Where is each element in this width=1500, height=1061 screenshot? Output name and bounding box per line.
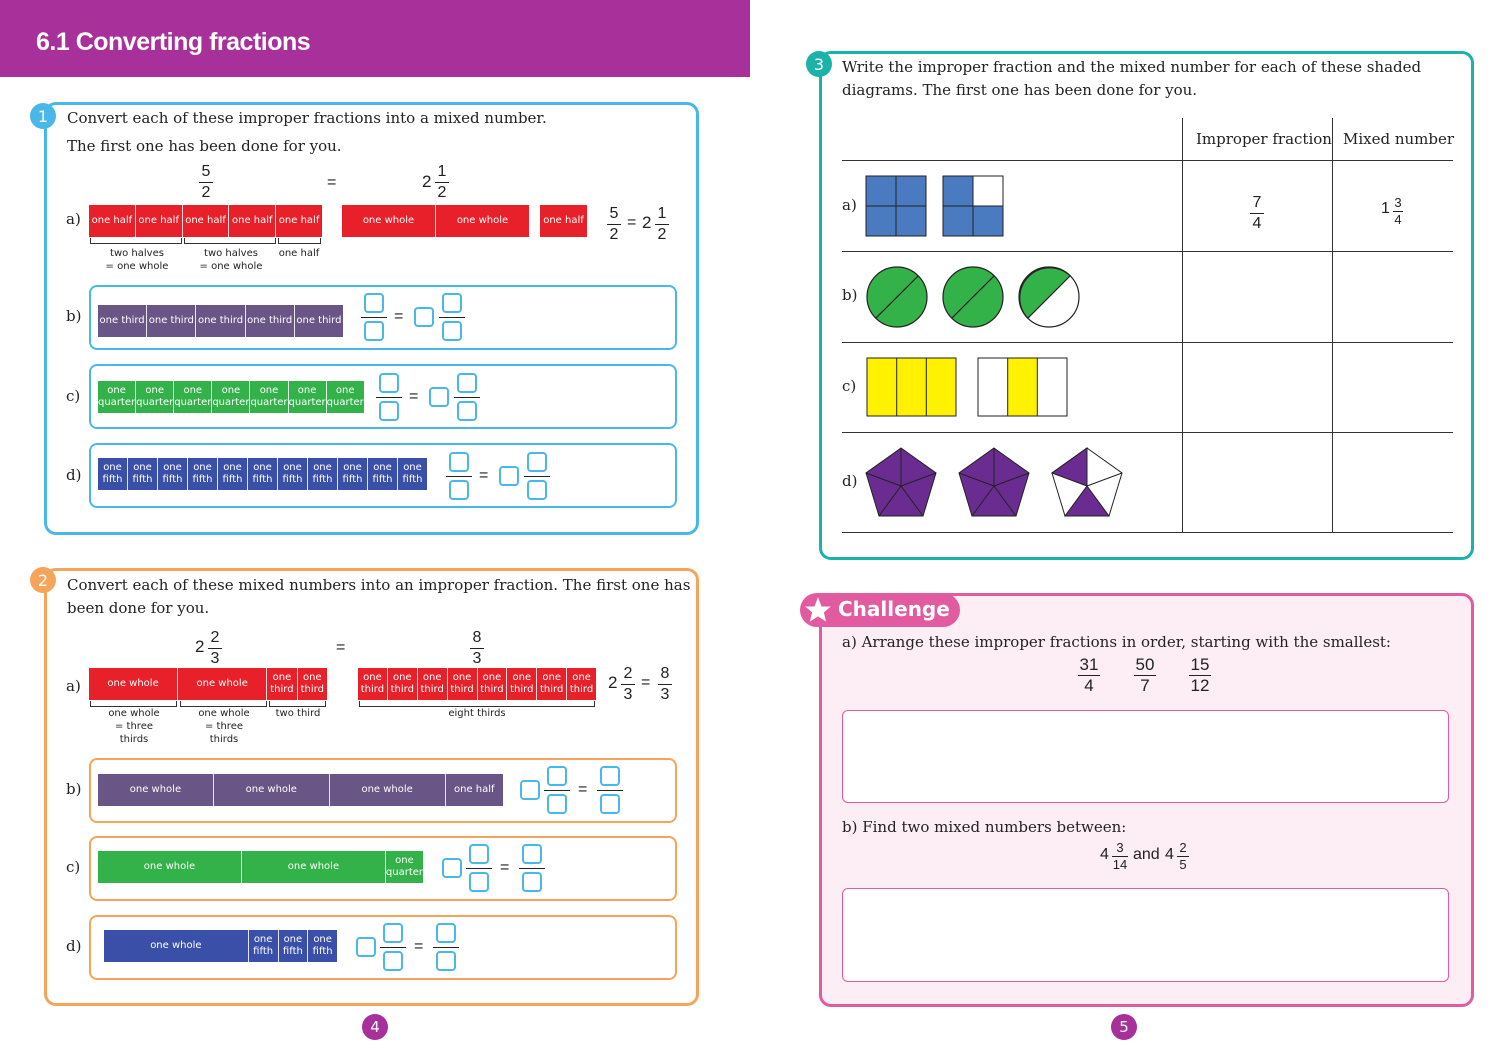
q3-table-divider xyxy=(1182,118,1183,533)
q1-example-mixed-whole: 2 xyxy=(422,172,432,191)
q1b-mixed-denominator-box[interactable] xyxy=(442,321,462,341)
q1c-mixed-numerator-box[interactable] xyxy=(457,373,477,393)
q3b-shaded-circles xyxy=(865,265,1081,329)
q3d-shaded-pentagons xyxy=(865,446,1127,522)
q2b-fraction-bar xyxy=(597,790,623,791)
q1d-improper-denominator-box[interactable] xyxy=(449,480,469,500)
q2b-improper-denominator-box[interactable] xyxy=(600,794,620,814)
q2-instruction-1: Convert each of these mixed numbers into an improper fraction. The first one has xyxy=(67,576,691,594)
q1b-third-seg: one third xyxy=(246,305,295,337)
challenge-a-answer-area[interactable] xyxy=(842,710,1449,803)
q1c-quarter-seg: one quarter xyxy=(98,381,136,413)
q1b-mixed-numerator-box[interactable] xyxy=(442,293,462,313)
q2a-answer-mixed-frac: 2 3 xyxy=(621,665,635,704)
q3a-mixed-whole: 1 xyxy=(1381,200,1390,217)
q1a-answer-whole: 2 xyxy=(642,213,652,232)
q1a-half-seg: one half xyxy=(229,205,276,237)
q2a-caption-two: two third xyxy=(275,708,321,719)
q2d-mixed-numerator-box[interactable] xyxy=(383,923,403,943)
q1a-half-seg: one half xyxy=(136,205,183,237)
q1d-fifth-seg: one fifth xyxy=(218,458,248,490)
q1-example-mixed-frac: 1 2 xyxy=(435,163,449,202)
page-number-right: 5 xyxy=(1111,1014,1137,1040)
q2a-third-seg: one third xyxy=(448,668,478,700)
q1b-third-seg: one third xyxy=(98,305,147,337)
challenge-between-and: and xyxy=(1133,846,1160,863)
q2a-whole-seg: one whole xyxy=(178,668,267,700)
q1d-fifth-seg: one fifth xyxy=(398,458,427,490)
challenge-fraction-1: 31 4 xyxy=(1079,655,1099,695)
q2-example-mixed-whole: 2 xyxy=(195,637,205,656)
q2a-caption-whole: one whole = three thirds xyxy=(198,708,250,745)
q2c-quarter-seg: one quarter xyxy=(386,851,423,883)
q2a-thirds-strip xyxy=(358,668,596,700)
q3-table-rule xyxy=(842,160,1453,161)
challenge-b-answer-area[interactable] xyxy=(842,888,1449,982)
q2a-answer-equals: = xyxy=(641,674,651,691)
q1a-wholes-strip xyxy=(342,205,529,237)
q3-row-c-label: c) xyxy=(842,377,857,395)
q1c-quarter-seg: one quarter xyxy=(174,381,212,413)
q3-table-divider xyxy=(1332,118,1333,533)
q3-col-mixed: Mixed number xyxy=(1343,130,1455,148)
q2d-fifth-seg: one fifth xyxy=(249,930,279,962)
q1c-improper-denominator-box[interactable] xyxy=(379,401,399,421)
q2d-equals: = xyxy=(414,938,424,955)
q1d-mixed-bar xyxy=(524,476,550,477)
q3-table-rule xyxy=(842,532,1453,533)
q1a-bracket xyxy=(278,238,321,244)
q1a-answer-equals: = xyxy=(627,214,637,231)
q3a-improper-answer: 7 4 xyxy=(1250,194,1264,233)
q3-instruction-2: diagrams. The first one has been done for you. xyxy=(842,81,1198,99)
q1-part-c-label: c) xyxy=(66,387,81,405)
challenge-between-frac-1: 3 14 xyxy=(1112,840,1128,872)
q1d-fraction-bar xyxy=(446,476,472,477)
q1c-improper-numerator-box[interactable] xyxy=(379,373,399,393)
q1b-third-seg: one third xyxy=(196,305,245,337)
q2d-mixed-denominator-box[interactable] xyxy=(383,951,403,971)
q1-example-fraction: 5 2 xyxy=(199,163,213,202)
q2c-whole-seg: one whole xyxy=(98,851,242,883)
q1d-fifth-seg: one fifth xyxy=(98,458,128,490)
q3-row-d-label: d) xyxy=(842,472,858,490)
q2a-third-seg: one third xyxy=(567,668,596,700)
q1c-fraction-bar xyxy=(376,397,402,398)
q1b-third-seg: one third xyxy=(295,305,343,337)
q1a-bracket xyxy=(90,238,182,244)
q2a-third-seg: one third xyxy=(358,668,388,700)
q1d-mixed-denominator-box[interactable] xyxy=(527,480,547,500)
q1d-fifth-seg: one fifth xyxy=(338,458,368,490)
q1d-whole-box[interactable] xyxy=(499,466,519,486)
star-icon xyxy=(804,596,832,624)
q2a-wholes-strip xyxy=(89,668,327,700)
q1d-fifth-seg: one fifth xyxy=(308,458,338,490)
q2a-third-seg: one third xyxy=(478,668,508,700)
q3-row-b-label: b) xyxy=(842,286,858,304)
challenge-between-whole-1: 4 xyxy=(1100,846,1109,863)
q1c-mixed-bar xyxy=(454,397,480,398)
q1a-halves-strip xyxy=(89,205,322,237)
q1a-caption-pair: two halves = one whole xyxy=(199,248,263,272)
q2b-whole-box[interactable] xyxy=(520,780,540,800)
q3-col-improper: Improper fraction xyxy=(1196,130,1332,148)
q1d-fifths-strip xyxy=(98,458,427,490)
q2-example-mixed-frac: 2 3 xyxy=(208,629,222,668)
q1c-equals: = xyxy=(409,388,419,405)
q2c-strip xyxy=(98,851,423,883)
q1c-quarter-seg: one quarter xyxy=(250,381,288,413)
q2d-improper-numerator-box[interactable] xyxy=(436,923,456,943)
q2b-whole-seg: one whole xyxy=(330,774,446,806)
q1c-quarter-seg: one quarter xyxy=(327,381,364,413)
q1b-thirds-strip xyxy=(98,305,343,337)
q3a-shaded-squares xyxy=(865,175,1005,239)
q2d-improper-denominator-box[interactable] xyxy=(436,951,456,971)
q2d-strip xyxy=(104,930,337,962)
page-title: 6.1 Converting fractions xyxy=(36,28,311,56)
q1d-equals: = xyxy=(479,467,489,484)
q2a-caption-eight: eight thirds xyxy=(448,708,506,719)
q2b-whole-seg: one whole xyxy=(98,774,214,806)
q2c-mixed-numerator-box[interactable] xyxy=(469,844,489,864)
challenge-b-text: b) Find two mixed numbers between: xyxy=(842,818,1127,836)
q1d-fifth-seg: one fifth xyxy=(188,458,218,490)
q2a-third-seg: one third xyxy=(267,668,297,700)
q1a-half-seg: one half xyxy=(540,205,587,237)
q1b-equals: = xyxy=(394,308,404,325)
q1c-whole-box[interactable] xyxy=(429,387,449,407)
q1d-mixed-numerator-box[interactable] xyxy=(527,452,547,472)
q2-part-a-label: a) xyxy=(66,677,81,695)
q2d-mixed-bar xyxy=(380,947,406,948)
q3a-mixed-frac: 3 4 xyxy=(1394,195,1402,227)
q2c-mixed-denominator-box[interactable] xyxy=(469,872,489,892)
challenge-between-whole-2: 4 xyxy=(1165,846,1174,863)
q2b-improper-numerator-box[interactable] xyxy=(600,766,620,786)
q2a-third-seg: one third xyxy=(537,668,567,700)
challenge-between-frac-2: 2 5 xyxy=(1177,841,1189,872)
q1d-fifth-seg: one fifth xyxy=(278,458,308,490)
q1b-improper-numerator-box[interactable] xyxy=(364,293,384,313)
q2a-answer-whole: 2 xyxy=(608,673,618,692)
challenge-a-text: a) Arrange these improper fractions in order, starting with the smallest: xyxy=(842,633,1391,651)
question-2-badge: 2 xyxy=(30,567,56,593)
q2b-whole-seg: one whole xyxy=(214,774,330,806)
q2c-whole-box[interactable] xyxy=(442,858,462,878)
q1d-fifth-seg: one fifth xyxy=(158,458,188,490)
q2-part-d-label: d) xyxy=(66,937,82,955)
q1a-whole-seg: one whole xyxy=(436,205,529,237)
q1d-fifth-seg: one fifth xyxy=(368,458,398,490)
q3-table-rule xyxy=(842,432,1453,433)
q2d-whole-seg: one whole xyxy=(104,930,249,962)
q2d-whole-box[interactable] xyxy=(356,937,376,957)
q1a-answer-fraction: 5 2 xyxy=(607,205,621,244)
q1-instruction-1: Convert each of these improper fractions into a mixed number. xyxy=(67,109,547,127)
q1a-caption-pair: two halves = one whole xyxy=(105,248,169,272)
q1b-whole-box[interactable] xyxy=(414,307,434,327)
q2d-fraction-bar xyxy=(433,947,459,948)
q2a-third-seg: one third xyxy=(388,668,418,700)
q1-example-equals: = xyxy=(327,174,337,191)
q1c-quarters-strip xyxy=(98,381,364,413)
q1c-quarter-seg: one quarter xyxy=(212,381,250,413)
q2-example-equals: = xyxy=(336,639,346,656)
q1c-quarter-seg: one quarter xyxy=(289,381,327,413)
q1b-improper-denominator-box[interactable] xyxy=(364,321,384,341)
question-1-badge: 1 xyxy=(30,103,56,129)
q2b-mixed-numerator-box[interactable] xyxy=(547,766,567,786)
q2-part-c-label: c) xyxy=(66,858,81,876)
q1a-half-seg: one half xyxy=(183,205,230,237)
q2d-fifth-seg: one fifth xyxy=(308,930,337,962)
q1d-improper-numerator-box[interactable] xyxy=(449,452,469,472)
q2a-third-seg: one third xyxy=(507,668,537,700)
q2-example-fraction: 8 3 xyxy=(470,629,484,668)
q1a-bracket xyxy=(184,238,276,244)
q2a-third-seg: one third xyxy=(418,668,448,700)
q1-part-d-label: d) xyxy=(66,466,82,484)
q2c-improper-numerator-box[interactable] xyxy=(522,844,542,864)
q2b-equals: = xyxy=(578,781,588,798)
q1d-fifth-seg: one fifth xyxy=(248,458,278,490)
q1d-fifth-seg: one fifth xyxy=(128,458,158,490)
q2b-half-seg: one half xyxy=(446,774,503,806)
q1-part-b-label: b) xyxy=(66,307,82,325)
q1b-fraction-bar xyxy=(361,317,387,318)
q2c-fraction-bar xyxy=(519,868,545,869)
q3-row-a-label: a) xyxy=(842,196,857,214)
q3-table-rule xyxy=(842,342,1453,343)
q3-table-rule xyxy=(842,251,1453,252)
q2b-mixed-denominator-box[interactable] xyxy=(547,794,567,814)
q1-instruction-2: The first one has been done for you. xyxy=(67,137,342,155)
q2-instruction-2: been done for you. xyxy=(67,599,210,617)
q2a-answer-fraction: 8 3 xyxy=(658,665,672,704)
q2c-mixed-bar xyxy=(466,868,492,869)
q1b-third-seg: one third xyxy=(147,305,196,337)
q2c-equals: = xyxy=(500,859,510,876)
q1a-half-seg: one half xyxy=(276,205,322,237)
q2c-improper-denominator-box[interactable] xyxy=(522,872,542,892)
q2a-caption-whole: one whole = three thirds xyxy=(108,708,160,745)
q1a-remaining-half xyxy=(540,205,587,237)
question-3-badge: 3 xyxy=(806,51,832,77)
q1b-mixed-bar xyxy=(439,317,465,318)
challenge-title: Challenge xyxy=(838,597,950,621)
q2-part-b-label: b) xyxy=(66,780,82,798)
q2b-mixed-bar xyxy=(544,790,570,791)
q2c-whole-seg: one whole xyxy=(242,851,386,883)
q1a-whole-seg: one whole xyxy=(342,205,436,237)
q1a-caption-half: one half xyxy=(278,248,320,259)
q1a-half-seg: one half xyxy=(89,205,136,237)
q1c-quarter-seg: one quarter xyxy=(136,381,174,413)
q2a-whole-seg: one whole xyxy=(89,668,178,700)
q3c-shaded-rectangles xyxy=(865,356,1071,420)
q2b-strip xyxy=(98,774,503,806)
page-number-left: 4 xyxy=(362,1014,388,1040)
q3-instruction-1: Write the improper fraction and the mixed number for each of these shaded xyxy=(842,58,1422,76)
challenge-fraction-2: 50 7 xyxy=(1135,655,1155,695)
q1a-answer-mixed-frac: 1 2 xyxy=(655,205,669,244)
q2d-fifth-seg: one fifth xyxy=(279,930,309,962)
q1-part-a-label: a) xyxy=(66,210,81,228)
q2a-third-seg: one third xyxy=(298,668,327,700)
challenge-fraction-3: 15 12 xyxy=(1190,655,1210,695)
q1c-mixed-denominator-box[interactable] xyxy=(457,401,477,421)
